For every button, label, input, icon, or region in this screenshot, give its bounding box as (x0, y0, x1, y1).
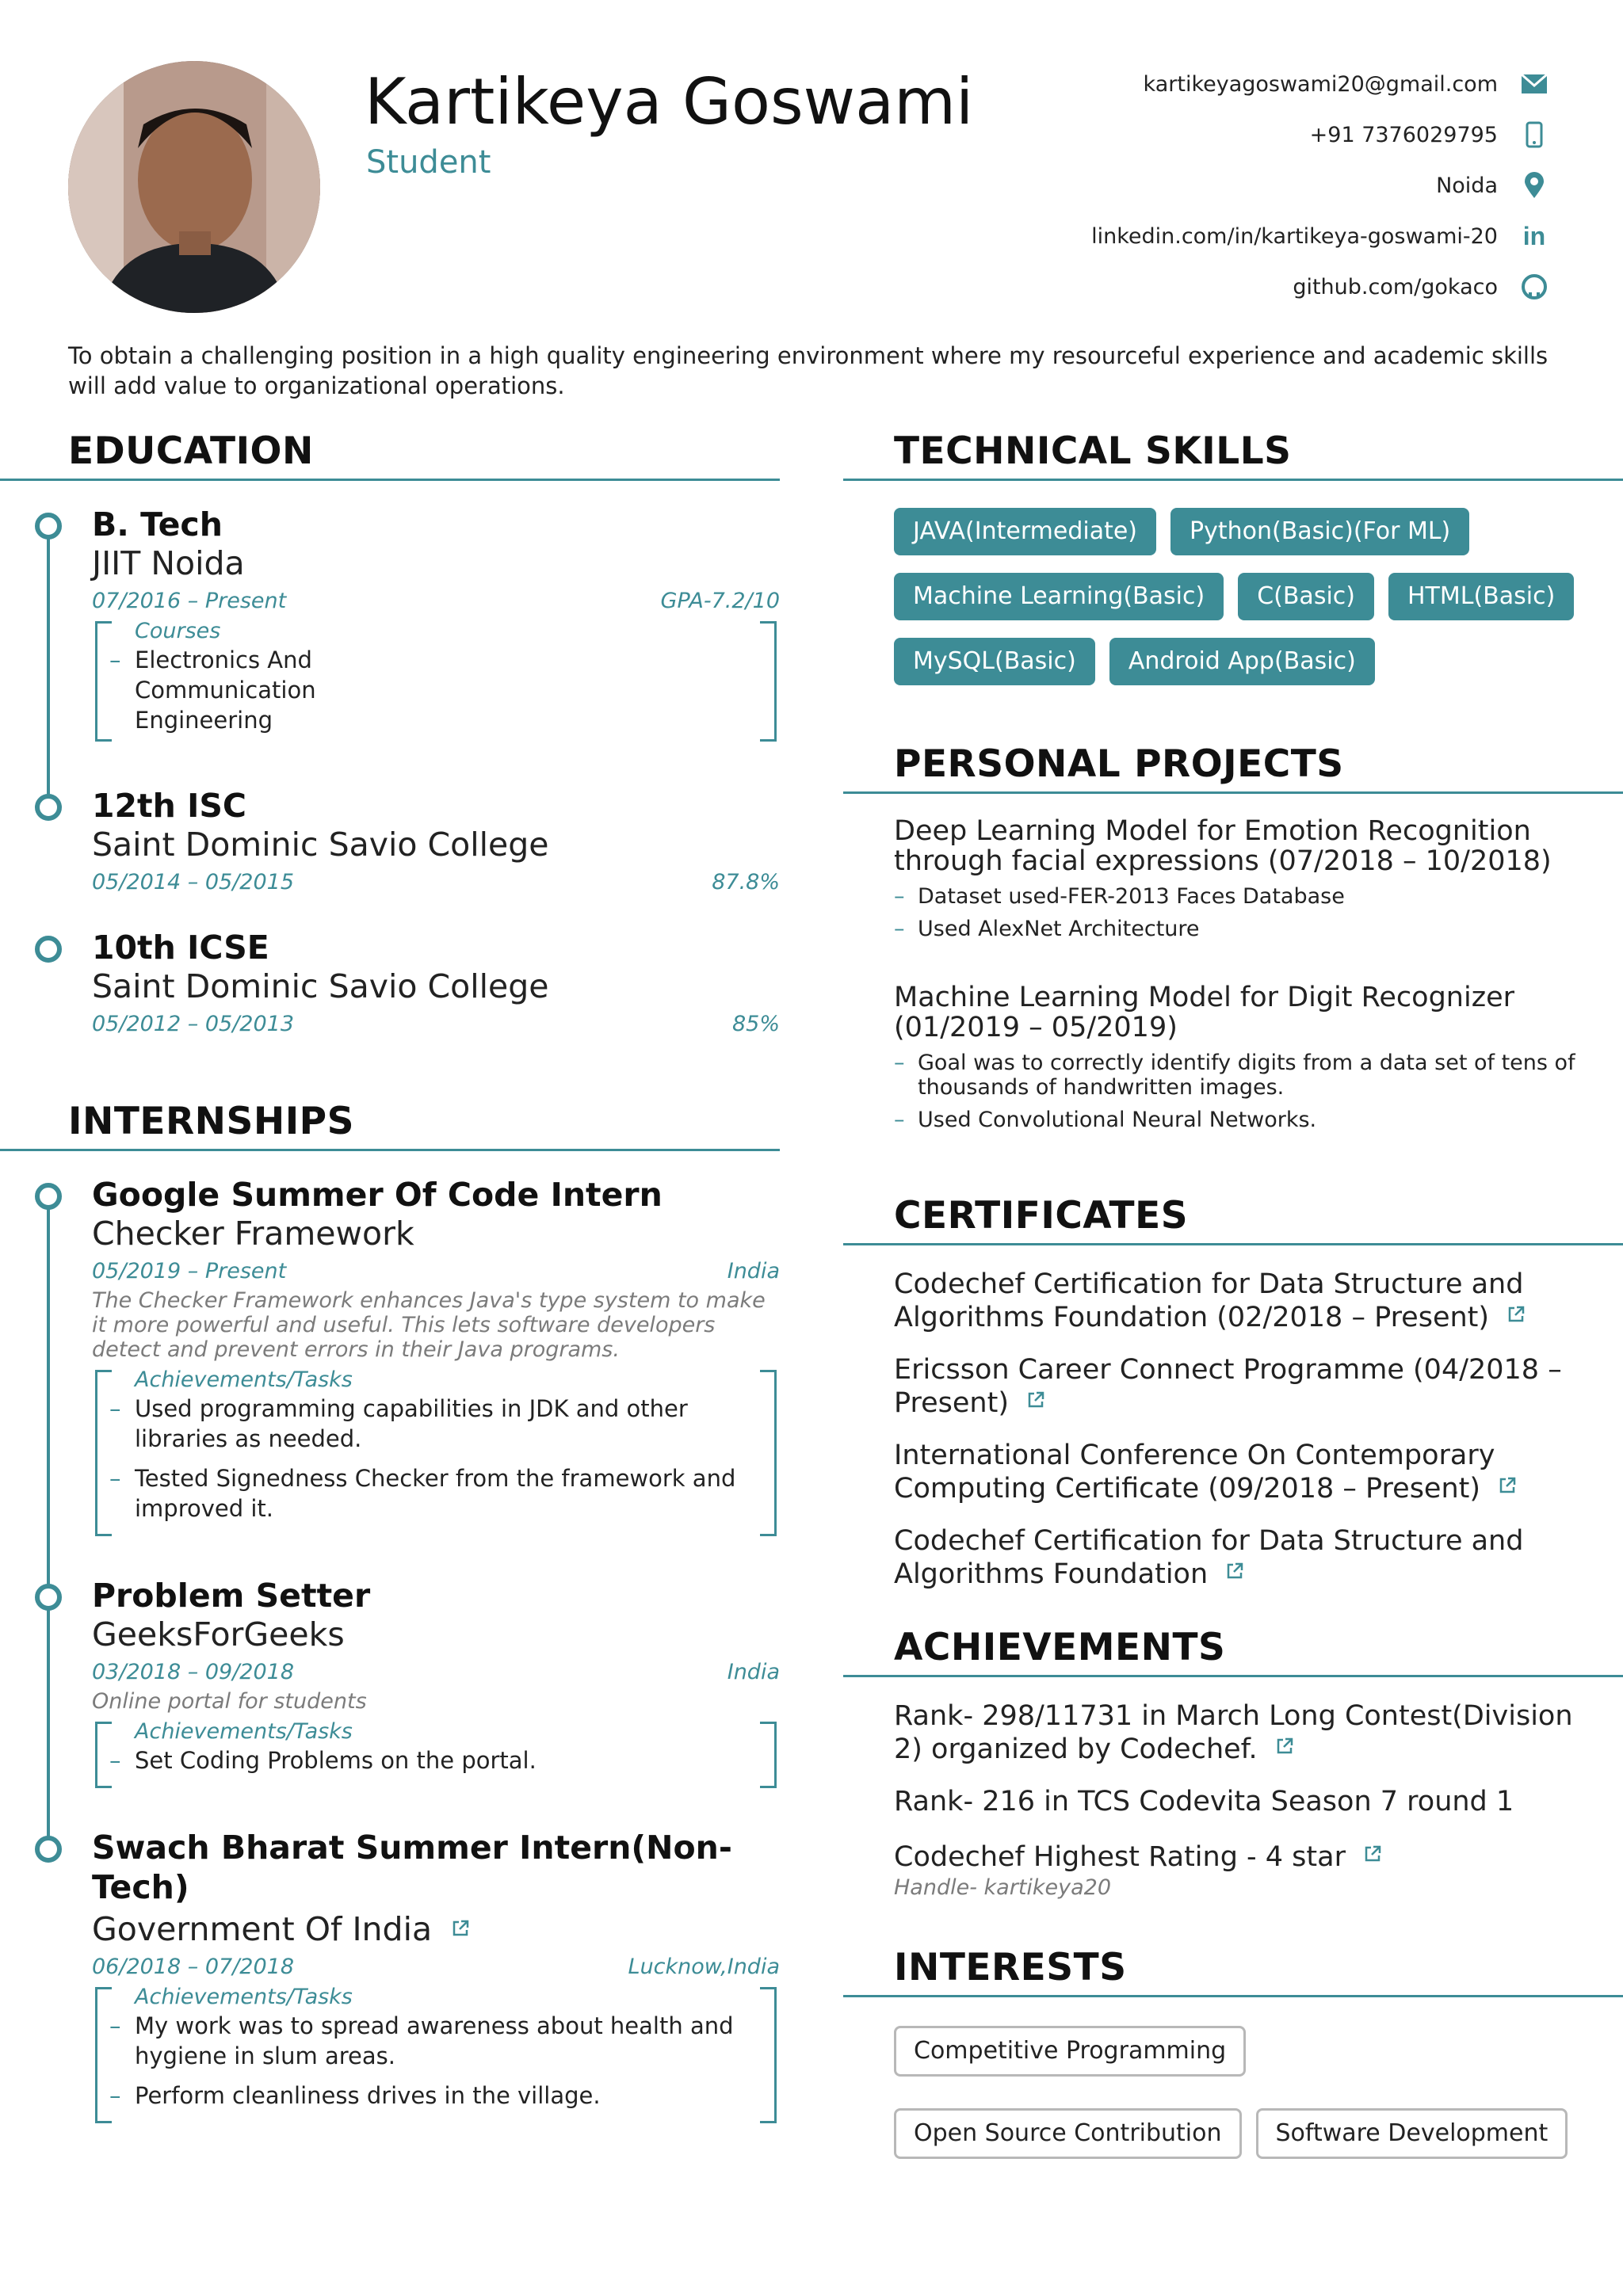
degree-title: 10th ICSE (92, 929, 269, 967)
task-item: – Perform cleanliness drives in the village. (135, 2081, 748, 2111)
achievement-item (894, 1787, 1591, 1817)
interest-tag: Open Source Contribution (894, 2108, 1242, 2159)
achievement-subtext: Handle- kartikeya20 (894, 1875, 1112, 1900)
entry-score: 87.8% (712, 870, 780, 894)
contact-linkedin[interactable] (948, 211, 1550, 261)
certificate-item (894, 1355, 1591, 1418)
skill-tag: HTML(Basic) (1388, 573, 1574, 620)
tasks-box (92, 1718, 780, 1788)
interests-list (894, 2026, 1575, 2159)
education-entry (92, 928, 780, 1036)
candidate-role: Student (366, 144, 491, 181)
email-text: kartikeyagoswami20@gmail.com (1143, 71, 1498, 97)
courses-label: Courses (135, 619, 221, 643)
internship-title: Swach Bharat Summer Intern(Non-Tech) (92, 1829, 732, 1906)
timeline-line (47, 516, 50, 814)
candidate-name: Kartikeya Goswami (365, 65, 974, 139)
degree-title: 12th ISC (92, 787, 246, 825)
project-title: Machine Learning Model for Digit Recognizer (01/2019 – 05/2019) (894, 982, 1514, 1043)
certificates-heading: CERTIFICATES (894, 1194, 1189, 1238)
entry-score: GPA-7.2/10 (660, 589, 780, 613)
timeline-dot (35, 1836, 62, 1863)
entry-dates: 07/2016 – Present (92, 589, 287, 613)
external-link-icon[interactable] (1027, 1385, 1044, 1402)
github-icon (1518, 271, 1550, 303)
certificate-text: Codechef Certification for Data Structure and Algorithms Foundation (02/2018 – Present) (894, 1268, 1524, 1333)
internship-description: The Checker Framework enhances Java's type system to make it more powerful and useful. This lets software developers detect and prevent errors in their Java programs. (92, 1288, 766, 1362)
objective-statement: To obtain a challenging position in a high quality engineering environment where my resourceful experience and academic skills will add value to organizational operations. (68, 342, 1549, 399)
location-pin-icon (1518, 170, 1550, 201)
entry-location: India (727, 1660, 780, 1684)
section-divider (0, 479, 780, 481)
education-heading: EDUCATION (68, 429, 314, 473)
external-link-icon[interactable] (452, 1907, 469, 1924)
achievement-text: Rank- 298/11731 in March Long Contest(Division 2) organized by Codechef. (894, 1700, 1573, 1765)
entry-meta (92, 1259, 780, 1283)
entry-meta (92, 589, 780, 613)
timeline-line (47, 1186, 50, 1844)
courses-box (92, 618, 780, 742)
degree-title: B. Tech (92, 505, 223, 543)
achievement-item (894, 1701, 1591, 1764)
avatar (68, 61, 320, 313)
external-link-icon[interactable] (1499, 1470, 1516, 1488)
contact-phone[interactable] (948, 109, 1550, 160)
task-item: – Used programming capabilities in JDK and other libraries as needed. (135, 1394, 748, 1454)
tasks-label: Achievements/Tasks (135, 1985, 353, 2009)
task-item: – Set Coding Problems on the portal. (135, 1745, 748, 1775)
contact-location (948, 160, 1550, 211)
right-column (843, 428, 1623, 2159)
interests-heading: INTERESTS (894, 1946, 1127, 1989)
task-item: – My work was to spread awareness about health and hygiene in slum areas. (135, 2011, 748, 2071)
certificate-item (894, 1440, 1591, 1504)
skills-heading: TECHNICAL SKILLS (894, 429, 1292, 473)
entry-meta (92, 1955, 780, 1979)
internship-org: Checker Framework (92, 1215, 414, 1253)
tasks-box (92, 1367, 780, 1536)
section-divider (843, 1675, 1623, 1677)
internships-heading: INTERNSHIPS (68, 1100, 354, 1143)
skill-tag: C(Basic) (1238, 573, 1374, 620)
task-item: – Tested Signedness Checker from the framework and improved it. (135, 1463, 748, 1524)
internships-timeline (0, 1175, 780, 2123)
certificate-text: Ericsson Career Connect Programme (04/2018 – Present) (894, 1354, 1562, 1419)
entry-score: 85% (731, 1012, 780, 1036)
certificate-text: International Conference On Contemporary Computing Certificate (09/2018 – Present) (894, 1440, 1495, 1505)
internship-description: Online portal for students (92, 1689, 367, 1714)
entry-dates: 05/2014 – 05/2015 (92, 870, 294, 894)
project-bullet: – Used AlexNet Architecture (894, 917, 1591, 941)
timeline-dot (35, 513, 62, 540)
achievement-text: Codechef Highest Rating - 4 star (894, 1841, 1346, 1873)
skill-tag: Python(Basic)(For ML) (1170, 508, 1469, 555)
tasks-box (92, 1984, 780, 2123)
internship-entry (92, 1576, 780, 1788)
education-entry (92, 505, 780, 742)
entry-location: India (727, 1259, 780, 1283)
achievements-heading: ACHIEVEMENTS (894, 1626, 1226, 1669)
school-name: Saint Dominic Savio College (92, 967, 549, 1005)
project-entry (894, 816, 1591, 941)
projects-heading: PERSONAL PROJECTS (894, 742, 1344, 786)
internship-entry (92, 1175, 780, 1536)
project-title: Deep Learning Model for Emotion Recognition through facial expressions (07/2018 – 10/2018) (894, 815, 1552, 877)
achievement-text: Rank- 216 in TCS Codevita Season 7 round 1 (894, 1786, 1514, 1817)
skill-tag: MySQL(Basic) (894, 638, 1095, 685)
linkedin-text: linkedin.com/in/kartikeya-goswami-20 (1091, 223, 1498, 249)
tasks-label: Achievements/Tasks (135, 1719, 353, 1744)
internship-org: Government Of India (92, 1910, 433, 1948)
section-divider (843, 1995, 1623, 1997)
achievement-item (894, 1839, 1591, 1872)
course-item: – Electronics And Communication Engineering (135, 645, 341, 735)
entry-location: Lucknow,India (628, 1955, 780, 1979)
linkedin-icon: in (1522, 221, 1546, 250)
interest-tag: Software Development (1256, 2108, 1568, 2159)
external-link-icon[interactable] (1364, 1839, 1381, 1856)
timeline-dot (35, 1183, 62, 1210)
entry-meta (92, 1012, 780, 1036)
project-bullet: – Used Convolutional Neural Networks. (894, 1108, 1591, 1132)
skill-tag: Machine Learning(Basic) (894, 573, 1224, 620)
external-link-icon[interactable] (1226, 1556, 1243, 1573)
contact-list (948, 59, 1550, 312)
entry-dates: 05/2012 – 05/2013 (92, 1012, 294, 1036)
tasks-label: Achievements/Tasks (135, 1367, 353, 1392)
internship-org: GeeksForGeeks (92, 1615, 345, 1653)
certificate-text: Codechef Certification for Data Structure and Algorithms Foundation (894, 1525, 1524, 1590)
education-entry (92, 786, 780, 894)
contact-email[interactable] (948, 59, 1550, 109)
skills-list (894, 508, 1575, 685)
section-divider (0, 1149, 780, 1151)
contact-github[interactable] (948, 261, 1550, 312)
location-text: Noida (1436, 173, 1498, 198)
section-divider (843, 479, 1623, 481)
interest-tag: Competitive Programming (894, 2026, 1246, 2077)
entry-meta (92, 1660, 780, 1684)
email-icon (1518, 68, 1550, 100)
entry-dates: 06/2018 – 07/2018 (92, 1955, 294, 1979)
external-link-icon[interactable] (1276, 1731, 1293, 1749)
section-divider (843, 1243, 1623, 1245)
internship-title: Google Summer Of Code Intern (92, 1176, 663, 1214)
external-link-icon[interactable] (1507, 1299, 1525, 1317)
github-text: github.com/gokaco (1293, 274, 1498, 299)
skill-tag: JAVA(Intermediate) (894, 508, 1156, 555)
timeline-dot (35, 794, 62, 821)
entry-meta (92, 870, 780, 894)
skill-tag: Android App(Basic) (1109, 638, 1375, 685)
timeline-dot (35, 1584, 62, 1611)
education-timeline (0, 505, 780, 1036)
internship-org-row (92, 1907, 780, 1948)
entry-dates: 03/2018 – 09/2018 (92, 1660, 294, 1684)
timeline-dot (35, 936, 62, 963)
profile-photo (68, 61, 320, 313)
phone-icon (1518, 119, 1550, 151)
school-name: JIIT Noida (92, 544, 245, 582)
project-bullet: – Dataset used-FER-2013 Faces Database (894, 884, 1591, 909)
internship-title: Problem Setter (92, 1577, 371, 1615)
certificate-item (894, 1269, 1591, 1333)
section-divider (843, 791, 1623, 794)
internship-entry (92, 1828, 780, 2123)
phone-text: +91 7376029795 (1309, 122, 1498, 147)
project-bullet: – Goal was to correctly identify digits from a data set of tens of thousands of handwritten images. (894, 1051, 1591, 1100)
entry-dates: 05/2019 – Present (92, 1259, 287, 1283)
school-name: Saint Dominic Savio College (92, 826, 549, 864)
certificate-item (894, 1526, 1591, 1589)
left-column (0, 428, 780, 2123)
project-entry (894, 982, 1591, 1132)
